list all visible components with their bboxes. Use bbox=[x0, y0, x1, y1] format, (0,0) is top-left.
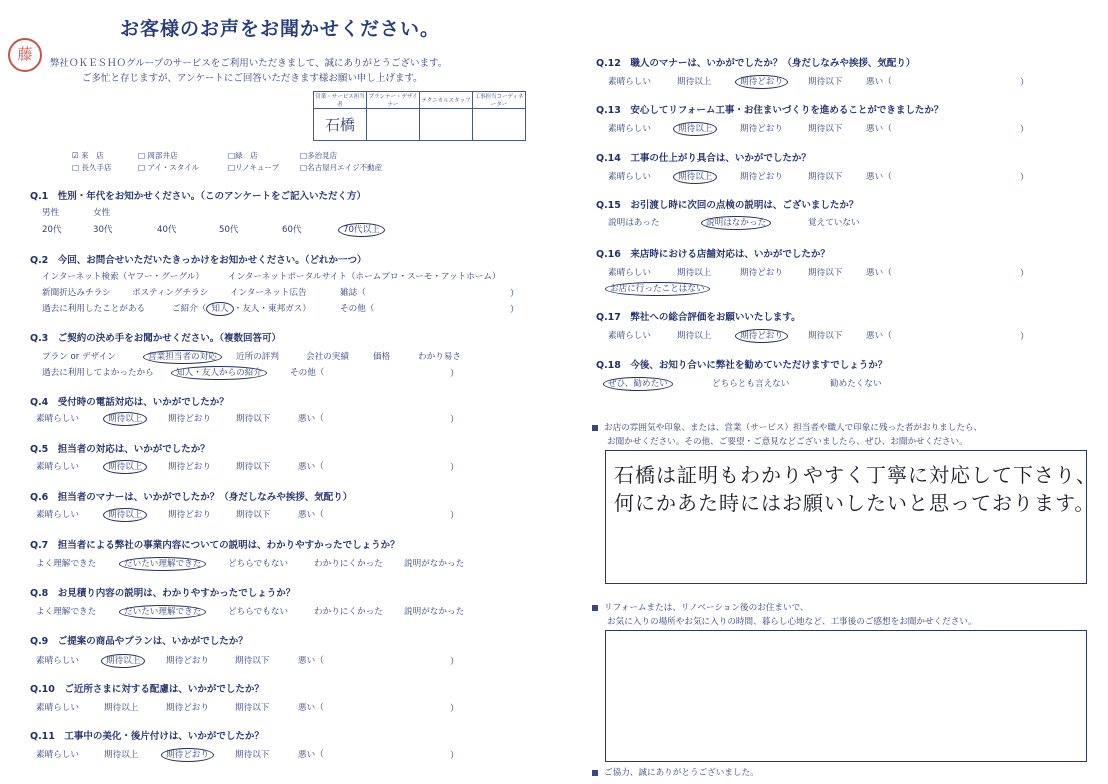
q13-bad-close: ） bbox=[1020, 125, 1030, 135]
q3-clarity[interactable]: わかり易さ bbox=[418, 352, 461, 362]
store-midori[interactable]: □緑 店 bbox=[228, 151, 258, 160]
selected-circle: 期待以上 bbox=[673, 170, 717, 184]
q4-bad[interactable]: 悪い（ bbox=[298, 414, 324, 424]
q5-below[interactable]: 期待以下 bbox=[236, 462, 271, 472]
q3-sales-staff[interactable] bbox=[148, 350, 217, 362]
q4-label: Q.4 受付時の電話対応は、いかがでしたか？ bbox=[30, 397, 229, 408]
seal-stamp: 藤 bbox=[8, 38, 42, 72]
q3-reputation[interactable]: 近所の評判 bbox=[236, 352, 279, 362]
staff-header-coordinator: 工事担当コーディネーター bbox=[473, 92, 526, 109]
q3-friend-referral[interactable] bbox=[176, 366, 262, 378]
staff-header-technical: テクニカルスタッフ bbox=[420, 92, 473, 109]
q14-label: Q.14 工事の仕上がり具合は、いかがでしたか？ bbox=[596, 153, 811, 164]
comment2-box[interactable] bbox=[605, 630, 1087, 762]
q3-other-close: ） bbox=[450, 369, 460, 379]
q8-mostly-understood[interactable] bbox=[124, 605, 201, 617]
q17-above[interactable]: 期待以上 bbox=[677, 331, 712, 341]
q3-plan-design[interactable]: プラン or デザイン bbox=[42, 352, 116, 362]
q16-below[interactable]: 期待以下 bbox=[808, 268, 843, 278]
staff-value-sales[interactable]: 石橋 bbox=[314, 109, 367, 141]
q4-bad-close: ） bbox=[450, 415, 460, 425]
selected-circle: 説明はなかった bbox=[701, 216, 771, 230]
q9-below[interactable]: 期待以下 bbox=[235, 656, 270, 666]
q1-age-60[interactable]: 60代 bbox=[282, 225, 302, 235]
q6-above[interactable] bbox=[108, 508, 142, 520]
q4-below[interactable]: 期待以下 bbox=[236, 414, 271, 424]
selected-circle: お店に行ったことはない bbox=[605, 282, 710, 296]
q10-bad-close: ） bbox=[450, 704, 460, 714]
q13-below[interactable]: 期待以下 bbox=[808, 124, 843, 134]
q12-excellent[interactable]: 素晴らしい bbox=[608, 77, 651, 87]
q18-label: Q.18 今後、お知り合いに弊社を勧めていただけますでしょうか？ bbox=[596, 360, 888, 371]
q2-magazine[interactable]: 雑誌（ bbox=[340, 288, 366, 298]
q11-above[interactable]: 期待以上 bbox=[104, 750, 139, 760]
q15-dont-remember[interactable]: 覚えていない bbox=[808, 218, 860, 228]
store-istyle[interactable]: □ アイ・スタイル bbox=[138, 163, 200, 172]
q14-below[interactable]: 期待以下 bbox=[808, 172, 843, 182]
q6-below[interactable]: 期待以下 bbox=[236, 510, 271, 520]
selected-circle: 期待どおり bbox=[735, 75, 788, 89]
q17-below[interactable]: 期待以下 bbox=[808, 331, 843, 341]
store-renocube[interactable]: □リノキューブ bbox=[228, 163, 280, 172]
q4-above[interactable] bbox=[108, 412, 142, 424]
q16-label: Q.16 来店時における店舗対応は、いかがでしたか？ bbox=[596, 249, 830, 260]
selected-circle: 知人・友人からの紹介 bbox=[171, 366, 267, 380]
q2-other[interactable]: その他（ bbox=[340, 304, 375, 314]
q17-bad-close: ） bbox=[1020, 332, 1030, 342]
q2-posting-flyer[interactable]: ポスティングチラシ bbox=[132, 288, 209, 298]
q5-bad[interactable]: 悪い（ bbox=[298, 462, 324, 472]
q12-below[interactable]: 期待以下 bbox=[808, 77, 843, 87]
q5-as-expected[interactable]: 期待どおり bbox=[168, 462, 211, 472]
q16-bad[interactable]: 悪い（ bbox=[866, 268, 892, 278]
selected-circle: 期待以上 bbox=[103, 460, 147, 474]
q18-neither[interactable]: どちらとも言えない bbox=[712, 379, 790, 389]
q15-label: Q.15 お引渡し時に次回の点検の説明は、ございましたか？ bbox=[596, 200, 859, 211]
intro-line-2: ご多忙と存じますが、アンケートにご回答いただきます様お願い申し上げます。 bbox=[82, 73, 423, 84]
q1-age-30[interactable]: 30代 bbox=[93, 225, 113, 235]
q12-label: Q.12 職人のマナーは、いかがでしたか？（身だしなみや挨拶、気配り） bbox=[596, 58, 916, 69]
q12-bad-close: ） bbox=[1020, 78, 1030, 88]
q9-excellent[interactable]: 素晴らしい bbox=[36, 656, 79, 666]
q2-magazine-close: ） bbox=[510, 289, 520, 299]
q7-neither[interactable]: どちらでもない bbox=[228, 559, 289, 569]
q11-bad-close: ） bbox=[450, 751, 460, 761]
q15-explained[interactable]: 説明はあった bbox=[608, 218, 660, 228]
q13-label: Q.13 安心してリフォーム工事・お住まいづくりを進めることができましたか？ bbox=[596, 105, 944, 116]
q11-as-expected[interactable] bbox=[166, 748, 209, 760]
footer-thanks: ご協力、誠にありがとうございました。 bbox=[592, 766, 759, 778]
q14-bad-close: ） bbox=[1020, 173, 1030, 183]
selected-circle: 期待以上 bbox=[103, 412, 147, 426]
q8-neither[interactable]: どちらでもない bbox=[228, 607, 289, 617]
q16-above[interactable]: 期待以上 bbox=[677, 268, 712, 278]
q10-excellent[interactable]: 素晴らしい bbox=[36, 703, 79, 713]
q10-below[interactable]: 期待以下 bbox=[235, 703, 270, 713]
q2-referral-open: ご紹介（ bbox=[172, 304, 207, 314]
store-nagoya-estate[interactable]: □名古屋月エイジ不動産 bbox=[300, 163, 383, 172]
q11-excellent[interactable]: 素晴らしい bbox=[36, 750, 79, 760]
comment1-box[interactable] bbox=[605, 450, 1097, 584]
store-tajimi[interactable]: □多治見店 bbox=[300, 151, 338, 160]
q11-bad[interactable]: 悪い（ bbox=[298, 750, 324, 760]
q8-no-explanation[interactable]: 説明がなかった bbox=[404, 607, 465, 617]
q7-mostly-understood[interactable] bbox=[124, 557, 201, 569]
q2-internet-ad[interactable]: インターネット広告 bbox=[230, 288, 307, 298]
comment2-prompt-2: お気に入りの場所やお気に入りの時間、暮らし心地など、工事後のご感想をお聞かせください。 bbox=[607, 617, 977, 627]
q2-used-before[interactable]: 過去に利用したことがある bbox=[42, 304, 146, 314]
comment1-handwriting-1: 石橋は証明もわかりやすく丁寧に対応して下さり、 bbox=[614, 463, 1097, 487]
staff-value-technical[interactable] bbox=[420, 109, 473, 141]
q3-price[interactable]: 価格 bbox=[373, 352, 391, 362]
q10-bad[interactable]: 悪い（ bbox=[298, 703, 324, 713]
q18-not-recommend[interactable]: 勧めたくない bbox=[830, 379, 882, 389]
q13-excellent[interactable]: 素晴らしい bbox=[608, 124, 651, 134]
q3-track-record[interactable]: 会社の実績 bbox=[306, 352, 349, 362]
q10-as-expected[interactable]: 期待どおり bbox=[166, 703, 209, 713]
q6-bad-close: ） bbox=[450, 511, 460, 521]
q5-excellent[interactable]: 素晴らしい bbox=[36, 462, 79, 472]
q17-bad[interactable]: 悪い（ bbox=[866, 331, 892, 341]
q9-above[interactable] bbox=[106, 654, 140, 666]
q2-internet-search[interactable]: インターネット検索（ヤフー・グーグル） bbox=[42, 272, 204, 282]
selected-circle: 知人 bbox=[206, 302, 233, 316]
q17-as-expected[interactable] bbox=[740, 329, 783, 341]
selected-circle: 期待どおり bbox=[161, 748, 214, 762]
q17-excellent[interactable]: 素晴らしい bbox=[608, 331, 651, 341]
q10-above[interactable]: 期待以上 bbox=[104, 703, 139, 713]
store-okabei[interactable]: □ 岡部井店 bbox=[138, 151, 178, 160]
q10-label: Q.10 ご近所さまに対する配慮は、いかがでしたか？ bbox=[30, 684, 264, 695]
q11-below[interactable]: 期待以下 bbox=[235, 750, 270, 760]
q6-as-expected[interactable]: 期待どおり bbox=[168, 510, 211, 520]
q12-as-expected[interactable] bbox=[740, 75, 783, 87]
bullet-square-icon bbox=[592, 605, 598, 611]
q14-as-expected[interactable]: 期待どおり bbox=[740, 172, 783, 182]
comment1-prompt-2: お聞かせください。その他、ご要望・ご意見などございましたら、ぜひ、お聞かせください。 bbox=[607, 437, 968, 447]
selected-circle: 期待以上 bbox=[673, 122, 717, 136]
selected-circle: 期待以上 bbox=[103, 508, 147, 522]
q13-as-expected[interactable]: 期待どおり bbox=[740, 124, 783, 134]
q1-age-70plus[interactable] bbox=[343, 223, 380, 235]
q5-label: Q.5 担当者の対応は、いかがでしたか？ bbox=[30, 444, 210, 455]
staff-table bbox=[313, 91, 526, 141]
q12-bad[interactable]: 悪い（ bbox=[866, 77, 892, 87]
q6-bad[interactable]: 悪い（ bbox=[298, 510, 324, 520]
bullet-square-icon bbox=[592, 425, 598, 431]
selected-circle: だいたい理解できた bbox=[119, 557, 206, 571]
q16-never-visited[interactable] bbox=[610, 282, 705, 294]
q16-bad-close: ） bbox=[1020, 269, 1030, 279]
q13-bad[interactable]: 悪い（ bbox=[866, 124, 892, 134]
selected-circle: 70代以上 bbox=[338, 223, 385, 237]
q2-newspaper-flyer[interactable]: 新聞折込みチラシ bbox=[42, 288, 111, 298]
q5-bad-close: ） bbox=[450, 463, 460, 473]
q2-referral[interactable] bbox=[172, 302, 311, 314]
q9-bad-close: ） bbox=[450, 657, 460, 667]
comment1-handwriting-2: 何にかあた時にはお願いしたいと思っております。 bbox=[614, 491, 1096, 515]
staff-value-coordinator[interactable] bbox=[473, 109, 526, 141]
store-nagakute[interactable]: □ 長久手店 bbox=[72, 163, 112, 172]
q11-label: Q.11 工事中の美化・後片付けは、いかがでしたか？ bbox=[30, 731, 264, 742]
q5-above[interactable] bbox=[108, 460, 142, 472]
q7-no-explanation[interactable]: 説明がなかった bbox=[404, 559, 465, 569]
q16-excellent[interactable]: 素晴らしい bbox=[608, 268, 651, 278]
q1-age-50[interactable]: 50代 bbox=[219, 225, 239, 235]
bullet-square-icon bbox=[592, 770, 598, 776]
staff-header-planner: プランナー・デザイナー bbox=[367, 92, 420, 109]
q7-label: Q.7 担当者による弊社の事業内容についての説明は、わかりやすかったでしょうか？ bbox=[30, 540, 400, 551]
q17-label: Q.17 弊社への総合評価をお願いいたします。 bbox=[596, 312, 801, 323]
q13-above[interactable] bbox=[678, 122, 712, 134]
comment2-prompt-1: リフォームまたは、リノベーション後のお住まいで、 bbox=[592, 601, 809, 613]
q18-recommend[interactable] bbox=[608, 377, 668, 389]
q16-as-expected[interactable]: 期待どおり bbox=[740, 268, 783, 278]
selected-circle: ぜひ、勧めたい bbox=[603, 377, 673, 391]
selected-circle: だいたい理解できた bbox=[119, 605, 206, 619]
q9-label: Q.9 ご提案の商品やプランは、いかがでしたか？ bbox=[30, 636, 248, 647]
q2-portal-site[interactable]: インターネットポータルサイト（ホームプロ・スーモ・アットホーム） bbox=[228, 272, 501, 282]
q14-bad[interactable]: 悪い（ bbox=[866, 172, 892, 182]
q2-referral-rest: ・友人・東邦ガス） bbox=[233, 304, 311, 314]
page-title: お客様のお声をお聞かせください。 bbox=[120, 18, 441, 40]
q8-label: Q.8 お見積り内容の説明は、わかりやすかったでしょうか？ bbox=[30, 588, 296, 599]
q6-excellent[interactable]: 素晴らしい bbox=[36, 510, 79, 520]
q14-excellent[interactable]: 素晴らしい bbox=[608, 172, 651, 182]
comment1-prompt-1: お店の雰囲気や印象、または、営業（サービス）担当者や職人で印象に残った者がおりましたら、 bbox=[592, 421, 982, 433]
intro-line-1: 弊社ＯＫＥＳＨＯグループのサービスをご利用いただきまして、誠にありがとうございます。 bbox=[50, 58, 448, 69]
q12-above[interactable]: 期待以上 bbox=[677, 77, 712, 87]
q3-other[interactable]: その他（ bbox=[290, 368, 325, 378]
q9-bad[interactable]: 悪い（ bbox=[298, 656, 324, 666]
staff-value-planner[interactable] bbox=[367, 109, 420, 141]
q15-not-explained[interactable] bbox=[706, 216, 766, 228]
q8-hard[interactable]: わかりにくかった bbox=[314, 607, 383, 617]
q9-as-expected[interactable]: 期待どおり bbox=[166, 656, 209, 666]
q1-female[interactable]: 女性 bbox=[93, 208, 111, 218]
q2-other-close: ） bbox=[510, 305, 520, 315]
staff-header-sales: 営業・サービス担当者 bbox=[314, 92, 367, 109]
q6-label: Q.6 担当者のマナーは、いかがでしたか？（身だしなみや挨拶、気配り） bbox=[30, 492, 353, 503]
q4-as-expected[interactable]: 期待どおり bbox=[168, 414, 211, 424]
q4-excellent[interactable]: 素晴らしい bbox=[36, 414, 79, 424]
selected-circle: 期待以上 bbox=[101, 654, 145, 668]
q1-age-20[interactable]: 20代 bbox=[42, 225, 62, 235]
q1-label: Q.1 性別・年代をお知かせください。（このアンケートをご記入いただく方） bbox=[30, 191, 366, 202]
q3-used-before[interactable]: 過去に利用してよかったから bbox=[42, 368, 154, 378]
q14-above[interactable] bbox=[678, 170, 712, 182]
selected-circle: 期待どおり bbox=[735, 329, 788, 343]
q7-hard[interactable]: わかりにくかった bbox=[314, 559, 383, 569]
q8-understood-well[interactable]: よく理解できた bbox=[36, 607, 97, 617]
store-kita[interactable]: ☑ 来 店 bbox=[72, 151, 104, 160]
q3-label: Q.3 ご契約の決め手をお聞かせください。（複数回答可） bbox=[30, 333, 282, 344]
q1-male[interactable]: 男性 bbox=[42, 208, 60, 218]
q7-understood-well[interactable]: よく理解できた bbox=[36, 559, 97, 569]
q1-age-40[interactable]: 40代 bbox=[157, 225, 177, 235]
q2-label: Q.2 今回、お問合せいただいたきっかけをお知かせください。（どれか一つ） bbox=[30, 255, 367, 266]
selected-circle: 営業担当者の対応 bbox=[143, 350, 222, 364]
